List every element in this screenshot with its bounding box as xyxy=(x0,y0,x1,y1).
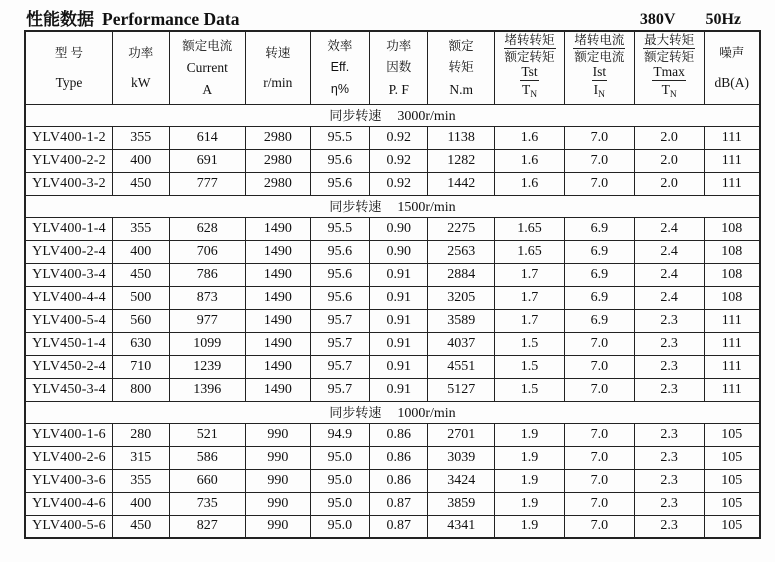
cell-model: YLV400-3-6 xyxy=(25,469,112,492)
cell-value: 1.9 xyxy=(495,492,565,515)
col-header-power xyxy=(112,31,169,104)
table-row xyxy=(25,378,760,401)
cell-value: 6.9 xyxy=(564,240,634,263)
table-row xyxy=(25,515,760,538)
cell-value: 2.3 xyxy=(634,446,704,469)
cell-value: 990 xyxy=(245,492,310,515)
cell-model: YLV400-2-4 xyxy=(25,240,112,263)
cell-value: 7.0 xyxy=(564,126,634,149)
cell-value: 111 xyxy=(704,332,760,355)
cell-model: YLV400-2-6 xyxy=(25,446,112,469)
cell-value: 1490 xyxy=(245,217,310,240)
cell-value: 2.3 xyxy=(634,332,704,355)
cell-value: 2.3 xyxy=(634,378,704,401)
cell-value: 1396 xyxy=(169,378,245,401)
cell-value: 0.90 xyxy=(370,240,428,263)
cell-value: 95.7 xyxy=(310,378,370,401)
cell-value: 108 xyxy=(704,263,760,286)
ist-zh-denominator: 额定电流 xyxy=(574,49,625,64)
cell-model: YLV400-3-4 xyxy=(25,263,112,286)
cell-value: 111 xyxy=(704,126,760,149)
cell-value: 1.5 xyxy=(495,332,565,355)
page-title xyxy=(26,5,240,30)
col-current-zh: 额定电流 xyxy=(182,38,233,53)
cell-value: 1490 xyxy=(245,263,310,286)
cell-value: 3859 xyxy=(428,492,495,515)
cell-value: 355 xyxy=(112,217,169,240)
cell-value: 628 xyxy=(169,217,245,240)
cell-value: 1.6 xyxy=(495,172,565,195)
cell-value: 2.3 xyxy=(634,355,704,378)
cell-value: 400 xyxy=(112,240,169,263)
cell-model: YLV400-1-6 xyxy=(25,423,112,446)
cell-value: 450 xyxy=(112,172,169,195)
col-eff-en: Eff. xyxy=(330,60,350,75)
cell-value: 4341 xyxy=(428,515,495,538)
section-sync-speed-label: 同步转速 xyxy=(329,199,382,214)
cell-value: 105 xyxy=(704,492,760,515)
cell-value: 1.9 xyxy=(495,423,565,446)
cell-value: 1.65 xyxy=(495,240,565,263)
cell-value: 1.5 xyxy=(495,378,565,401)
cell-model: YLV400-4-6 xyxy=(25,492,112,515)
cell-value: 1.7 xyxy=(495,286,565,309)
title-bar xyxy=(0,5,775,30)
cell-value: 560 xyxy=(112,309,169,332)
table-row xyxy=(25,469,760,492)
cell-value: 7.0 xyxy=(564,149,634,172)
cell-value: 355 xyxy=(112,469,169,492)
page-title-zh: 性能数据 xyxy=(26,10,94,29)
frequency-label: 50Hz xyxy=(705,11,741,28)
cell-value: 1.7 xyxy=(495,263,565,286)
cell-value: 0.92 xyxy=(370,126,428,149)
col-header-current xyxy=(169,31,245,104)
cell-value: 108 xyxy=(704,217,760,240)
cell-value: 7.0 xyxy=(564,332,634,355)
section-header-label xyxy=(25,195,760,217)
col-pf-unit: P. F xyxy=(388,81,409,97)
col-noise-unit: dB(A) xyxy=(714,74,750,90)
tmax-zh-fraction xyxy=(643,33,695,64)
cell-value: 3424 xyxy=(428,469,495,492)
col-torque-zh1: 额定 xyxy=(448,38,474,53)
cell-value: 7.0 xyxy=(564,355,634,378)
cell-value: 111 xyxy=(704,309,760,332)
cell-value: 7.0 xyxy=(564,446,634,469)
cell-value: 521 xyxy=(169,423,245,446)
cell-value: 2.3 xyxy=(634,492,704,515)
section-header-row xyxy=(25,401,760,423)
cell-value: 7.0 xyxy=(564,423,634,446)
section-sync-speed-value: 1500r/min xyxy=(397,200,456,215)
cell-value: 6.9 xyxy=(564,263,634,286)
cell-model: YLV400-3-2 xyxy=(25,172,112,195)
tmax-symbol-fraction xyxy=(652,64,686,103)
voltage-label: 380V xyxy=(639,11,676,28)
cell-value: 2980 xyxy=(245,126,310,149)
cell-value: 0.91 xyxy=(370,355,428,378)
cell-value: 1.9 xyxy=(495,446,565,469)
cell-model: YLV450-1-4 xyxy=(25,332,112,355)
cell-value: 2.0 xyxy=(634,172,704,195)
tmax-zh-numerator: 最大转矩 xyxy=(644,32,695,47)
cell-value: 1490 xyxy=(245,332,310,355)
cell-value: 1099 xyxy=(169,332,245,355)
cell-model: YLV400-5-4 xyxy=(25,309,112,332)
col-torque-unit: N.m xyxy=(449,81,473,97)
cell-value: 111 xyxy=(704,172,760,195)
cell-value: 111 xyxy=(704,355,760,378)
cell-value: 95.6 xyxy=(310,286,370,309)
section-header-row xyxy=(25,104,760,126)
cell-value: 710 xyxy=(112,355,169,378)
cell-value: 2.4 xyxy=(634,240,704,263)
tmax-symbol-numerator: Tmax xyxy=(653,63,685,79)
cell-value: 586 xyxy=(169,446,245,469)
cell-value: 400 xyxy=(112,492,169,515)
cell-value: 2.4 xyxy=(634,263,704,286)
table-row xyxy=(25,332,760,355)
table-row xyxy=(25,423,760,446)
col-header-type xyxy=(25,31,112,104)
table-row xyxy=(25,309,760,332)
cell-value: 315 xyxy=(112,446,169,469)
table-row xyxy=(25,217,760,240)
tmax-zh-denominator: 额定转矩 xyxy=(644,49,695,64)
cell-value: 777 xyxy=(169,172,245,195)
table-row xyxy=(25,172,760,195)
cell-value: 1.6 xyxy=(495,149,565,172)
cell-value: 95.0 xyxy=(310,446,370,469)
cell-value: 990 xyxy=(245,515,310,538)
cell-value: 1.7 xyxy=(495,309,565,332)
cell-value: 827 xyxy=(169,515,245,538)
col-current-unit: A xyxy=(202,81,213,97)
col-header-locked-rotor-current-ratio xyxy=(564,31,634,104)
cell-value: 2980 xyxy=(245,172,310,195)
col-power-unit: kW xyxy=(131,74,151,90)
table-body xyxy=(25,104,760,538)
table-row xyxy=(25,446,760,469)
section-sync-speed-label: 同步转速 xyxy=(329,405,382,420)
col-type-en: Type xyxy=(55,74,83,90)
cell-value: 108 xyxy=(704,286,760,309)
cell-value: 4551 xyxy=(428,355,495,378)
cell-model: YLV450-3-4 xyxy=(25,378,112,401)
ist-zh-numerator: 堵转电流 xyxy=(574,32,625,47)
col-pf-zh1: 功率 xyxy=(386,38,412,53)
cell-value: 7.0 xyxy=(564,515,634,538)
cell-value: 95.0 xyxy=(310,492,370,515)
cell-value: 1490 xyxy=(245,355,310,378)
cell-value: 1490 xyxy=(245,309,310,332)
cell-value: 450 xyxy=(112,515,169,538)
tst-zh-numerator: 堵转转矩 xyxy=(504,32,555,47)
cell-value: 95.5 xyxy=(310,217,370,240)
cell-value: 2.3 xyxy=(634,515,704,538)
power-specs xyxy=(640,11,741,30)
cell-value: 111 xyxy=(704,378,760,401)
cell-value: 108 xyxy=(704,240,760,263)
table-row xyxy=(25,263,760,286)
cell-value: 0.91 xyxy=(370,286,428,309)
cell-value: 614 xyxy=(169,126,245,149)
col-header-max-torque-ratio xyxy=(634,31,704,104)
ist-symbol-denominator: $I_N$ xyxy=(593,81,606,100)
cell-value: 2701 xyxy=(428,423,495,446)
cell-model: YLV400-1-2 xyxy=(25,126,112,149)
cell-value: 6.9 xyxy=(564,217,634,240)
cell-value: 95.0 xyxy=(310,515,370,538)
ist-zh-fraction xyxy=(573,33,625,64)
cell-value: 0.87 xyxy=(370,492,428,515)
cell-value: 6.9 xyxy=(564,309,634,332)
col-speed-zh: 转速 xyxy=(265,45,291,60)
tst-symbol-denominator: $T_N$ xyxy=(521,81,538,100)
cell-value: 691 xyxy=(169,149,245,172)
cell-value: 95.7 xyxy=(310,355,370,378)
cell-value: 0.91 xyxy=(370,263,428,286)
cell-value: 0.91 xyxy=(370,332,428,355)
cell-model: YLV400-2-2 xyxy=(25,149,112,172)
cell-value: 105 xyxy=(704,469,760,492)
section-header-row xyxy=(25,195,760,217)
cell-value: 111 xyxy=(704,149,760,172)
cell-value: 355 xyxy=(112,126,169,149)
cell-value: 95.6 xyxy=(310,240,370,263)
table-row xyxy=(25,286,760,309)
cell-value: 95.7 xyxy=(310,309,370,332)
cell-value: 6.9 xyxy=(564,286,634,309)
table-row xyxy=(25,149,760,172)
col-current-en: Current xyxy=(186,60,228,76)
cell-value: 4037 xyxy=(428,332,495,355)
cell-value: 105 xyxy=(704,446,760,469)
cell-value: 7.0 xyxy=(564,378,634,401)
section-sync-speed-value: 1000r/min xyxy=(397,406,456,421)
cell-value: 3205 xyxy=(428,286,495,309)
cell-value: 95.7 xyxy=(310,332,370,355)
cell-value: 990 xyxy=(245,469,310,492)
cell-value: 990 xyxy=(245,446,310,469)
cell-value: 3589 xyxy=(428,309,495,332)
cell-value: 280 xyxy=(112,423,169,446)
cell-value: 0.92 xyxy=(370,149,428,172)
cell-value: 0.91 xyxy=(370,378,428,401)
cell-value: 450 xyxy=(112,263,169,286)
cell-value: 1138 xyxy=(428,126,495,149)
cell-value: 2884 xyxy=(428,263,495,286)
performance-table xyxy=(24,30,761,539)
cell-value: 0.91 xyxy=(370,309,428,332)
cell-value: 0.90 xyxy=(370,217,428,240)
cell-value: 1.9 xyxy=(495,469,565,492)
cell-value: 2.3 xyxy=(634,309,704,332)
section-sync-speed-value: 3000r/min xyxy=(397,109,456,124)
cell-value: 2.0 xyxy=(634,149,704,172)
cell-value: 735 xyxy=(169,492,245,515)
cell-value: 0.87 xyxy=(370,515,428,538)
cell-value: 95.0 xyxy=(310,469,370,492)
cell-value: 873 xyxy=(169,286,245,309)
tst-symbol-numerator: Tst xyxy=(521,63,538,79)
col-power-zh: 功率 xyxy=(128,45,154,60)
cell-value: 2.0 xyxy=(634,126,704,149)
cell-value: 0.86 xyxy=(370,469,428,492)
cell-model: YLV400-5-6 xyxy=(25,515,112,538)
cell-value: 2.3 xyxy=(634,423,704,446)
cell-value: 3039 xyxy=(428,446,495,469)
cell-value: 500 xyxy=(112,286,169,309)
cell-value: 1490 xyxy=(245,240,310,263)
cell-value: 1490 xyxy=(245,286,310,309)
tst-zh-fraction xyxy=(504,33,556,64)
col-speed-unit: r/min xyxy=(263,74,293,90)
page-title-en: Performance Data xyxy=(102,9,240,29)
col-header-locked-rotor-torque-ratio xyxy=(495,31,565,104)
tst-symbol-fraction xyxy=(520,64,538,103)
cell-value: 800 xyxy=(112,378,169,401)
col-header-noise xyxy=(704,31,760,104)
col-pf-zh2: 因数 xyxy=(386,60,412,75)
cell-value: 786 xyxy=(169,263,245,286)
cell-value: 2.3 xyxy=(634,469,704,492)
cell-value: 95.6 xyxy=(310,172,370,195)
cell-value: 94.9 xyxy=(310,423,370,446)
cell-value: 1442 xyxy=(428,172,495,195)
cell-value: 1.6 xyxy=(495,126,565,149)
section-header-label xyxy=(25,401,760,423)
cell-value: 5127 xyxy=(428,378,495,401)
table-row xyxy=(25,492,760,515)
cell-value: 1490 xyxy=(245,378,310,401)
cell-value: 7.0 xyxy=(564,469,634,492)
table-row xyxy=(25,126,760,149)
cell-value: 7.0 xyxy=(564,172,634,195)
cell-value: 660 xyxy=(169,469,245,492)
col-type-zh: 型 号 xyxy=(54,45,84,60)
cell-value: 105 xyxy=(704,515,760,538)
cell-value: 0.86 xyxy=(370,423,428,446)
cell-value: 2.4 xyxy=(634,286,704,309)
section-header-label xyxy=(25,104,760,126)
cell-value: 95.6 xyxy=(310,263,370,286)
col-header-efficiency xyxy=(310,31,370,104)
tst-zh-denominator: 额定转矩 xyxy=(504,49,555,64)
cell-value: 977 xyxy=(169,309,245,332)
col-eff-unit: η% xyxy=(330,81,349,96)
cell-value: 1282 xyxy=(428,149,495,172)
cell-value: 0.86 xyxy=(370,446,428,469)
ist-symbol-fraction xyxy=(592,64,608,103)
cell-value: 1.5 xyxy=(495,355,565,378)
cell-value: 2275 xyxy=(428,217,495,240)
cell-value: 2563 xyxy=(428,240,495,263)
section-sync-speed-label: 同步转速 xyxy=(329,108,382,123)
cell-model: YLV400-1-4 xyxy=(25,217,112,240)
cell-value: 2980 xyxy=(245,149,310,172)
cell-value: 990 xyxy=(245,423,310,446)
cell-model: YLV400-4-4 xyxy=(25,286,112,309)
cell-value: 706 xyxy=(169,240,245,263)
col-header-speed xyxy=(245,31,310,104)
cell-value: 1.65 xyxy=(495,217,565,240)
cell-value: 2.4 xyxy=(634,217,704,240)
tmax-symbol-denominator: $T_N$ xyxy=(661,81,677,100)
cell-model: YLV450-2-4 xyxy=(25,355,112,378)
ist-symbol-numerator: Ist xyxy=(592,63,607,79)
cell-value: 0.92 xyxy=(370,172,428,195)
col-header-rated-torque xyxy=(428,31,495,104)
col-noise-zh: 噪声 xyxy=(719,45,745,60)
header-row xyxy=(25,31,760,104)
cell-value: 1.9 xyxy=(495,515,565,538)
col-eff-zh: 效率 xyxy=(327,38,353,53)
cell-value: 7.0 xyxy=(564,492,634,515)
cell-value: 95.5 xyxy=(310,126,370,149)
col-torque-zh2: 转矩 xyxy=(448,60,474,75)
cell-value: 95.6 xyxy=(310,149,370,172)
table-row xyxy=(25,355,760,378)
cell-value: 630 xyxy=(112,332,169,355)
cell-value: 1239 xyxy=(169,355,245,378)
col-header-power-factor xyxy=(370,31,428,104)
cell-value: 105 xyxy=(704,423,760,446)
cell-value: 400 xyxy=(112,149,169,172)
table-row xyxy=(25,240,760,263)
